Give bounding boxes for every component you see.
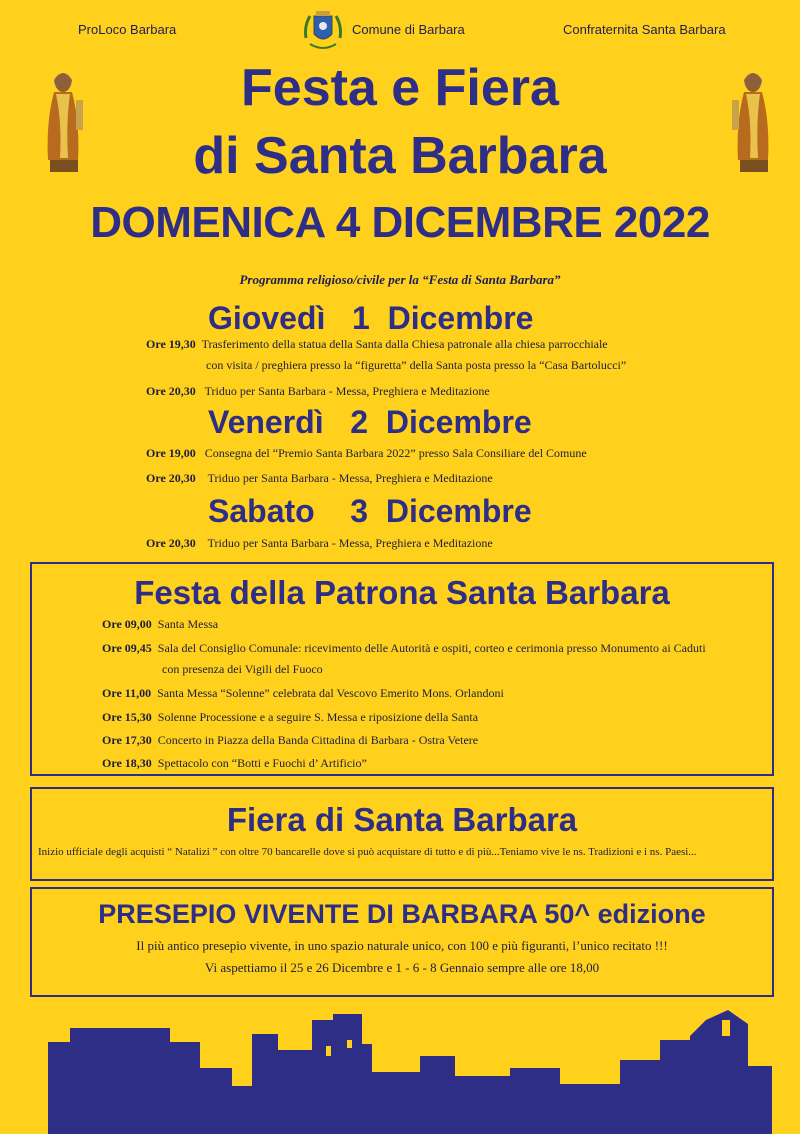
fiera-title: Fiera di Santa Barbara xyxy=(226,801,578,838)
festa-event: Ore 09,00 Santa Messa xyxy=(102,617,219,631)
presepio-title: PRESEPIO VIVENTE DI BARBARA 50^ edizione xyxy=(98,899,706,929)
festa-title: Festa della Patrona Santa Barbara xyxy=(134,574,670,611)
festa-event: Ore 17,30 Concerto in Piazza della Banda Cittadina di Barbara - Ostra Vetere xyxy=(102,733,479,747)
festa-event: con presenza dei Vigili del Fuoco xyxy=(162,662,323,676)
sponsor-comune: Comune di Barbara xyxy=(352,22,465,37)
program-line: Ore 20,30 Triduo per Santa Barbara - Messa, Preghiera e Meditazione xyxy=(146,384,490,398)
festa-event: Ore 18,30 Spettacolo con “Botti e Fuochi d’ Artificio” xyxy=(102,756,367,770)
comune-crest-icon xyxy=(302,8,344,54)
program-line: Ore 20,30 Triduo per Santa Barbara - Messa, Preghiera e Meditazione xyxy=(146,536,493,550)
title-line1: Festa e Fiera xyxy=(241,59,559,117)
title-line2: di Santa Barbara xyxy=(193,127,607,185)
festa-event: Ore 11,00 Santa Messa “Solenne” celebrata dal Vescovo Emerito Mons. Orlandoni xyxy=(102,686,504,700)
presepio-line1: Il più antico presepio vivente, in uno spazio naturale unico, con 100 e più figuranti, l’unico recitato !!! xyxy=(136,938,668,953)
program-line: Ore 19,00 Consegna del “Premio Santa Barbara 2022” presso Sala Consiliare del Comune xyxy=(146,446,587,460)
day-saturday: Sabato 3 Dicembre xyxy=(208,493,532,529)
program-line: Ore 20,30 Triduo per Santa Barbara - Messa, Preghiera e Meditazione xyxy=(146,471,493,485)
program-line: Ore 19,30 Trasferimento della statua della Santa dalla Chiesa patronale alla chiesa parrocchiale xyxy=(146,337,608,351)
fiera-box xyxy=(30,787,774,881)
festa-event: Ore 09,45 Sala del Consiglio Comunale: ricevimento delle Autorità e ospiti, corteo e cerimonia presso Monumento ai Caduti xyxy=(102,641,706,655)
sponsor-confraternita: Confraternita Santa Barbara xyxy=(563,22,726,37)
village-skyline-silhouette xyxy=(0,980,800,1134)
event-date: DOMENICA 4 DICEMBRE 2022 xyxy=(90,198,710,247)
day-thursday: Giovedì 1 Dicembre xyxy=(208,300,534,336)
festa-event: Ore 15,30 Solenne Processione e a seguire S. Messa e riposizione della Santa xyxy=(102,710,479,724)
sponsor-proloco: ProLoco Barbara xyxy=(78,22,177,37)
fiera-text: Inizio ufficiale degli acquisti “ Natalizi ” con oltre 70 bancarelle dove si può acquistare di tutto e di più...Teniamo vive le ns. Tradizioni e i ns. Paesi... xyxy=(38,846,697,858)
presepio-line2: Vi aspettiamo il 25 e 26 Dicembre e 1 - 6 - 8 Gennaio sempre alle ore 18,00 xyxy=(204,960,600,975)
day-friday: Venerdì 2 Dicembre xyxy=(208,404,532,440)
program-subtitle: Programma religioso/civile per la “Festa di Santa Barbara” xyxy=(239,272,561,287)
festa-patrona-box xyxy=(30,562,774,776)
program-line: con visita / preghiera presso la “figuretta” della Santa posta presso la “Casa Bartolucci” xyxy=(206,358,627,372)
